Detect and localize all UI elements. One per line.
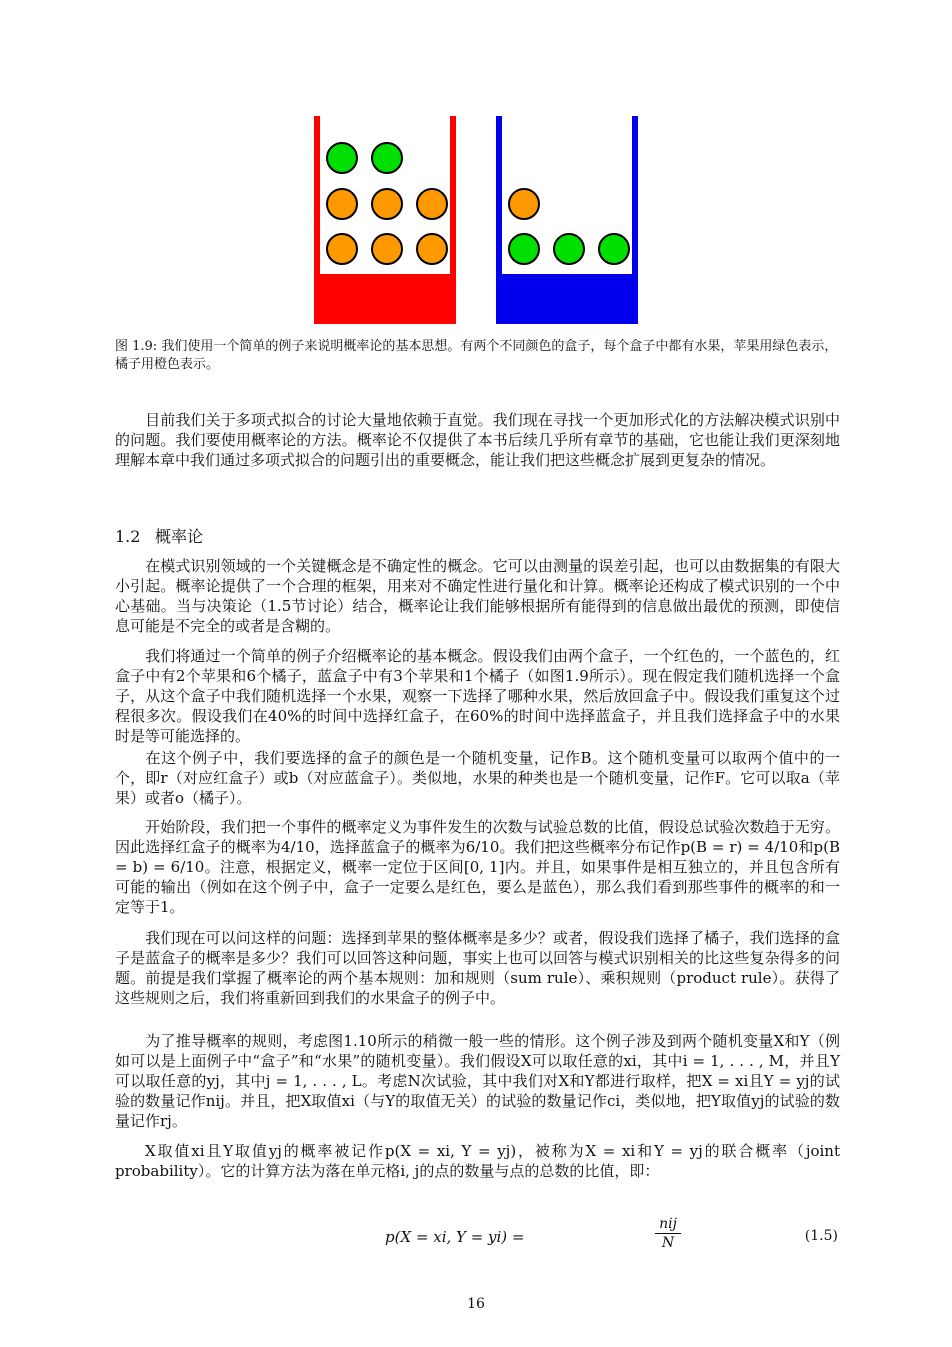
paragraph-probability-definition: 开始阶段，我们把一个事件的概率定义为事件发生的次数与试验总数的比值，假设总试验次数趋于无穷。因此选择红盒子的概率为4/10，选择蓝盒子的概率为6/10。我们把这些概率分布记作p(B = r) = 4/10和p(B = b) = 6/10。注意，根据定义，概率一定位于区间[0, 1]内。并且，如果事件是相互独立的，并且包含所有可能的输出（例如在这个例子中，盒子一定要么是红色，要么是蓝色），那么我们看到那些事件的概率的和一定等于1。	[115, 818, 840, 916]
equation-fraction	[655, 1216, 681, 1251]
paragraph-rules-derivation: 为了推导概率的规则，考虑图1.10所示的稍微一般一些的情形。这个例子涉及到两个随机变量X和Y（例如可以是上面例子中“盒子”和“水果”的随机变量）。我们假设X可以取任意的xi，其中i = 1, . . . , M，并且Y可以取任意的yj，其中j = 1, . . . , L。考虑N次试验，其中我们对X和Y都进行取样，把X = xi且Y = yj的试验的数量记作nij。并且，把X取值xi（与Y的取值无关）的试验的数量记作ci，类似地，把Y取值yj的试验的数量记作rj。	[115, 1032, 840, 1130]
red-box-orange-3	[372, 189, 402, 219]
blue-box-bottom	[496, 274, 638, 324]
page-number: 16	[467, 1296, 485, 1312]
intro-paragraph	[115, 410, 840, 470]
red-box-orange-6	[372, 234, 402, 264]
red-box-apple-1	[372, 143, 402, 173]
equation-denominator: N	[661, 1235, 675, 1251]
paragraph-random-variables: 在这个例子中，我们要选择的盒子的颜色是一个随机变量，记作B。这个随机变量可以取两个值中的一个，即r（对应红盒子）或b（对应蓝盒子）。类似地，水果的种类也是一个随机变量，记作F。它可以取a（苹果）或者o（橘子）。	[115, 749, 840, 807]
red-box-orange-5	[327, 234, 357, 264]
fraction-bar	[655, 1233, 681, 1234]
blue-box-apple-1	[509, 234, 539, 264]
equation-lhs: p(X = xi, Y = yi) =	[385, 1228, 525, 1246]
section-number: 1.2	[115, 527, 141, 546]
paragraph-example: 我们将通过一个简单的例子介绍概率论的基本概念。假设我们由两个盒子，一个红色的，一个蓝色的，红盒子中有2个苹果和6个橘子，蓝盒子中有3个苹果和1个橘子（如图1.9所示）。现在假定我们随机选择一个盒子，从这个盒子中我们随机选择一个水果，观察一下选择了哪种水果，然后放回盒子中。假设我们重复这个过程很多次。假设我们在40%的时间中选择红盒子，在60%的时间中选择蓝盒子，并且我们选择盒子中的水果时是等可能选择的。	[115, 647, 840, 745]
equation-1-5	[115, 1216, 840, 1264]
red-box-apple-0	[327, 143, 357, 173]
figure-caption: 图 1.9: 我们使用一个简单的例子来说明概率论的基本思想。有两个不同颜色的盒子，每个盒子中都有水果，苹果用绿色表示，橘子用橙色表示。	[115, 339, 838, 372]
blue-box-orange-0	[509, 189, 539, 219]
red-box-orange-2	[327, 189, 357, 219]
paragraph-uncertainty: 在模式识别领域的一个关键概念是不确定性的概念。它可以由测量的误差引起，也可以由数据集的有限大小引起。概率论提供了一个合理的框架，用来对不确定性进行量化和计算。概率论还构成了模式识别的一个中心基础。当与决策论（1.5节讨论）结合，概率论让我们能够根据所有能得到的信息做出最优的预测，即使信息可能是不完全的或者是含糊的。	[115, 557, 840, 635]
section-title: 概率论	[155, 527, 204, 546]
blue-box-apple-2	[554, 234, 584, 264]
section-heading	[115, 524, 203, 547]
paragraph-questions: 我们现在可以问这样的问题：选择到苹果的整体概率是多少？或者，假设我们选择了橘子，我们选择的盒子是蓝盒子的概率是多少？我们可以回答这种问题，事实上也可以回答与模式识别相关的比这些复杂得多的问题。前提是我们掌握了概率论的两个基本规则：加和规则（sum rule）、乘积规则（product rule）。获得了这些规则之后，我们将重新回到我们的水果盒子的例子中。	[115, 929, 840, 1007]
paragraph-joint-probability: X取值xi且Y取值yj的概率被记作p(X = xi, Y = yj)，被称为X = xi和Y = yj的联合概率（joint probability）。它的计算方法为落在单元格i, j的点的数量与点的总数的比值，即：	[115, 1142, 840, 1180]
figure-fruit-boxes	[300, 108, 650, 330]
equation-numerator: nij	[659, 1216, 677, 1232]
red-box-orange-4	[417, 189, 447, 219]
blue-box-apple-3	[599, 234, 629, 264]
equation-number: (1.5)	[804, 1228, 838, 1244]
fruit-boxes-illustration	[300, 108, 650, 330]
red-box-bottom	[314, 274, 456, 324]
red-box-orange-7	[417, 234, 447, 264]
intro-text: 目前我们关于多项式拟合的讨论大量地依赖于直觉。我们现在寻找一个更加形式化的方法解决模式识别中的问题。我们要使用概率论的方法。概率论不仅提供了本书后续几乎所有章节的基础，它也能让我们更深刻地理解本章中我们通过多项式拟合的问题引出的重要概念，能让我们把这些概念扩展到更复杂的情况。	[115, 411, 840, 469]
